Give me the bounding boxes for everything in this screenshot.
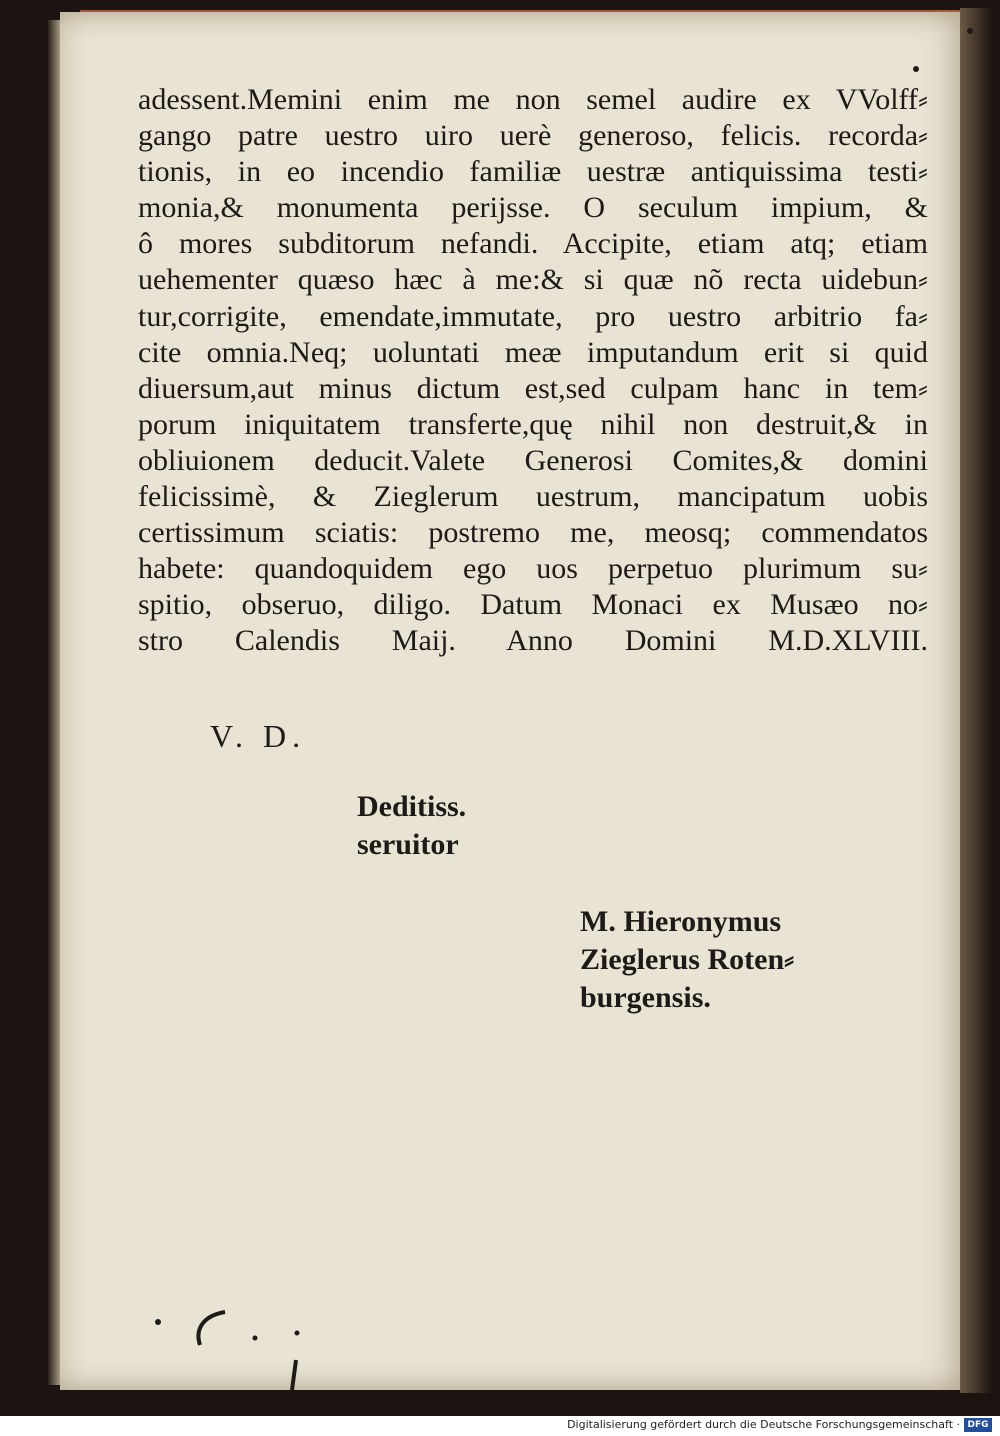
text-line: obliuionem deducit.Valete Generosi Comites,& domini: [138, 443, 928, 477]
bleed-through-marks: [140, 1300, 340, 1390]
ink-stroke: [198, 1312, 225, 1345]
valediction-initials: V. D.: [210, 718, 307, 754]
text-line: stro Calendis Maij. Anno Domini M.D.XLVIII.: [138, 624, 928, 658]
letter-body: [138, 82, 928, 660]
signature-line: burgensis.: [580, 981, 711, 1014]
ink-speck: [913, 66, 919, 72]
dfg-logo: DFG: [964, 1418, 992, 1432]
signature-line: Zieglerus Roten⸗: [580, 943, 795, 976]
text-line: habete: quandoquidem ego uos perpetuo plurimum su⸗: [138, 552, 928, 586]
signature-line: M. Hieronymus: [580, 905, 782, 938]
text-line: spitio, obseruo, diligo. Datum Monaci ex Musæo no⸗: [138, 588, 928, 622]
text-line: cite omnia.Neq; uoluntati meæ imputandum erit si quid: [138, 335, 928, 369]
text-line: uehementer quæso hæc à me:& si quæ nõ recta uidebun⸗: [138, 263, 928, 297]
text-line: adessent.Memini enim me non semel audire ex VVolff⸗: [138, 83, 928, 116]
closing-line: seruitor: [357, 828, 459, 861]
ink-speck: [967, 28, 973, 34]
page-right-edge: [960, 8, 992, 1393]
funding-credit: Digitalisierung gefördert durch die Deutsche Forschungsgemeinschaft ·: [567, 1418, 960, 1431]
text-line: tur,corrigite, emendate,immutate, pro uestro arbitrio fa⸗: [138, 299, 928, 333]
ink-dot: [155, 1319, 161, 1325]
footer-bar: [0, 1416, 1000, 1436]
ink-stroke: [292, 1360, 296, 1390]
text-line: monia,& monumenta perijsse. O seculum impium, &: [138, 191, 928, 225]
text-line: felicissimè, & Zieglerum uestrum, mancipatum uobis: [138, 480, 928, 514]
text-line: diuersum,aut minus dictum est,sed culpam hanc in tem⸗: [138, 371, 928, 405]
text-line: ô mores subditorum nefandi. Accipite, etiam atq; etiam: [138, 227, 928, 261]
ink-dot: [295, 1331, 300, 1336]
text-line: porum iniquitatem transferte,quę nihil non destruit,& in: [138, 407, 928, 441]
text-line: gango patre uestro uiro uerè generoso, felicis. recorda⸗: [138, 119, 928, 153]
text-line: certissimum sciatis: postremo me, meosq; commendatos: [138, 516, 928, 550]
text-line: tionis, in eo incendio familiæ uestræ antiquissima testi⸗: [138, 155, 928, 189]
closing-formula: [357, 788, 466, 864]
ink-dot: [253, 1336, 258, 1341]
closing-line: Deditiss.: [357, 790, 467, 823]
signature-block: [580, 903, 794, 1017]
